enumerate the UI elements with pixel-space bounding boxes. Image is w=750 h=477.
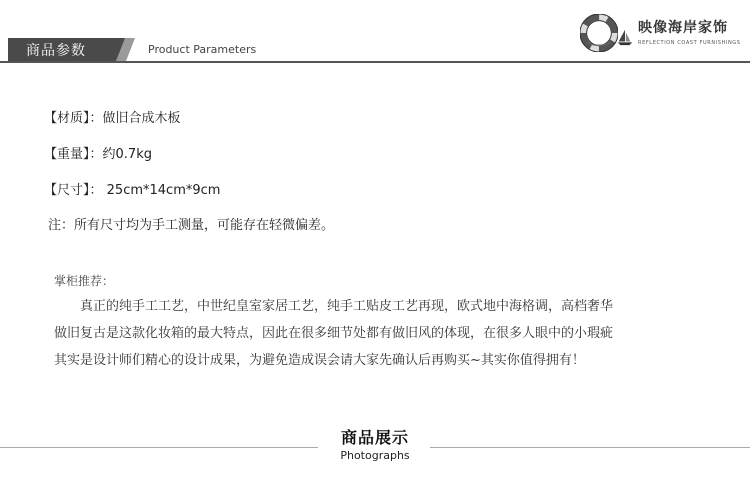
spec-label: 【材质】 bbox=[44, 111, 90, 126]
header-divider bbox=[0, 61, 750, 63]
spec-size bbox=[44, 179, 220, 198]
spec-material bbox=[44, 107, 181, 126]
section-subtitle: Photographs bbox=[340, 449, 410, 462]
recommendation-line: 其实是设计师们精心的设计成果，为避免造成误会请大家先确认后再购买~其实你值得拥有！ bbox=[54, 353, 585, 368]
recommendation-line: 做旧复古是这款化妆箱的最大特点，因此在很多细节处都有做旧风的体现，在很多人眼中的小瑕疵 bbox=[54, 326, 614, 341]
sailboat-icon bbox=[616, 28, 634, 46]
spec-label: 【重量】 bbox=[44, 147, 90, 162]
spec-weight bbox=[44, 143, 152, 162]
header-subtitle: Product Parameters bbox=[148, 43, 257, 56]
section-title: 商品展示 bbox=[340, 428, 409, 447]
brand-logo bbox=[576, 10, 746, 58]
logo-name-en: REFLECTION COAST FURNISHINGS bbox=[638, 40, 741, 46]
header-title: 商品参数 bbox=[26, 43, 86, 59]
spec-value: ：约0.7kg bbox=[89, 147, 152, 162]
measurement-note: 注：所有尺寸均为手工测量，可能存在轻微偏差。 bbox=[48, 218, 335, 233]
spec-value: ： 25cm*14cm*9cm bbox=[89, 183, 221, 198]
life-ring-icon bbox=[580, 14, 618, 52]
logo-name-cn: 映像海岸家饰 bbox=[638, 20, 728, 36]
recommendation-line: 真正的纯手工工艺，中世纪皇室家居工艺，纯手工贴皮工艺再现，欧式地中海格调，高档奢华 bbox=[80, 299, 614, 314]
recommendation-heading: 掌柜推荐： bbox=[54, 274, 115, 288]
spec-value: ：做旧合成木板 bbox=[89, 111, 181, 126]
spec-label: 【尺寸】 bbox=[44, 183, 90, 198]
